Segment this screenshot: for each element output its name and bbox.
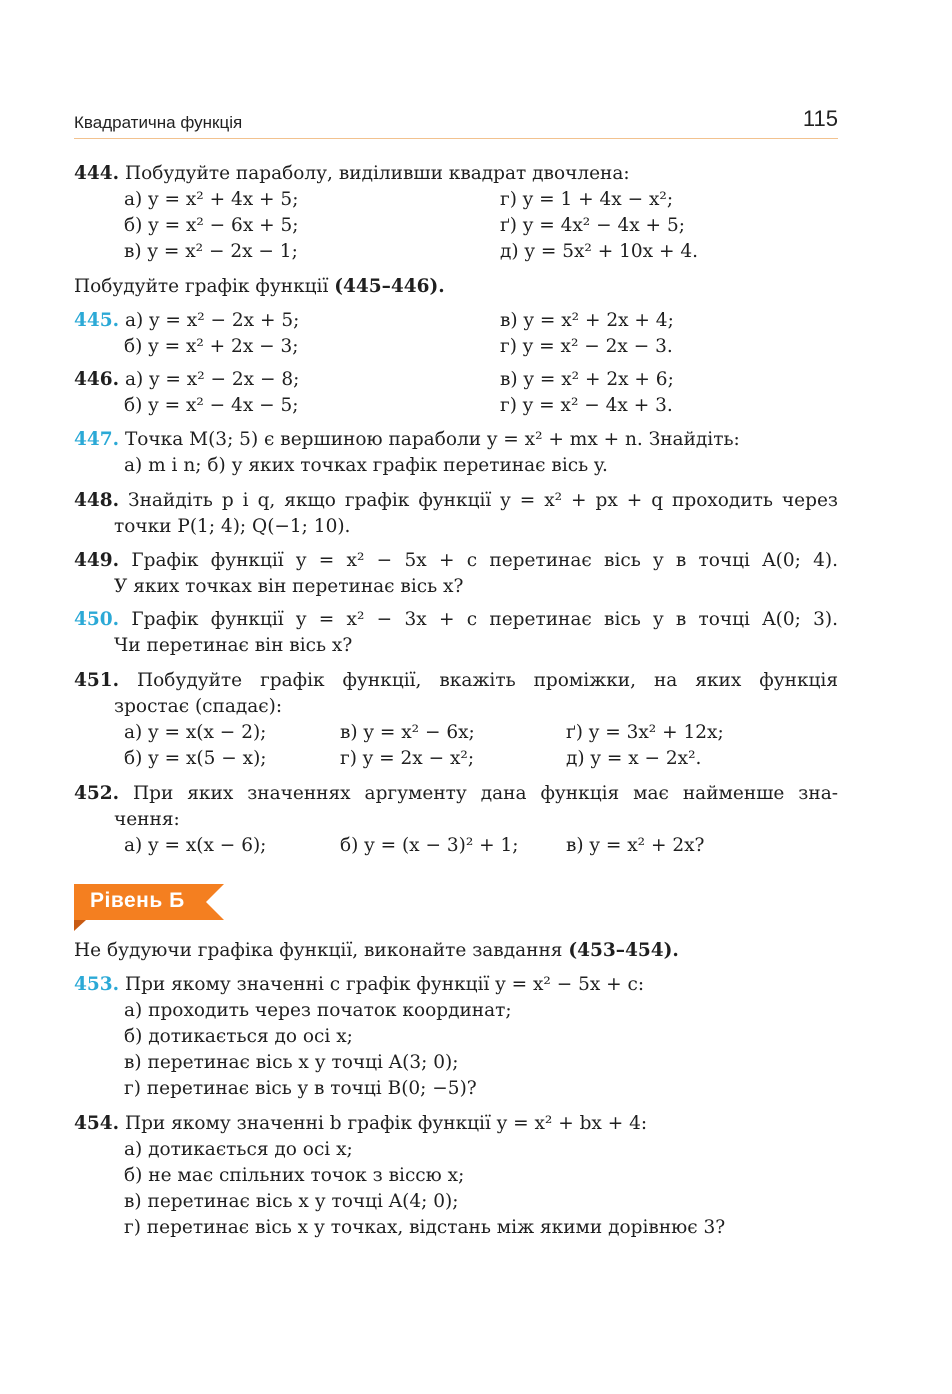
exercise-444-b: б) y = x² − 6x + 5; xyxy=(124,215,299,236)
level-b-badge xyxy=(74,884,224,920)
exercise-451-v: в) y = x² − 6x; xyxy=(340,722,475,743)
exercise-454: 454. При якому значенні b графік функції y = x² + bx + 4: xyxy=(74,1113,648,1134)
exercise-451-a: а) y = x(x − 2); xyxy=(124,722,267,743)
exercise-448-cont: точки P(1; 4); Q(−1; 10). xyxy=(114,516,351,537)
exercise-445-b: б) y = x² + 2x − 3; xyxy=(124,336,299,357)
exercise-446-b: б) y = x² − 4x − 5; xyxy=(124,395,299,416)
exercise-451-cont: зростає (спадає): xyxy=(114,696,283,717)
exercise-453-b: б) дотикається до осі x; xyxy=(124,1026,353,1047)
exercise-453: 453. При якому значенні c графік функції y = x² − 5x + c: xyxy=(74,974,645,995)
exercise-450-cont: Чи перетинає він вісь x? xyxy=(114,635,353,656)
exercise-454-a: а) дотикається до осі x; xyxy=(124,1139,353,1160)
exercise-454-v: в) перетинає вісь x у точці A(4; 0); xyxy=(124,1191,459,1212)
exercise-444-prompt: 444. Побудуйте параболу, виділивши квадрат двочлена: xyxy=(74,163,630,184)
badge-fold xyxy=(74,920,86,931)
exercise-450: 450. Графік функції y = x² − 3x + c перетинає вісь y в точці A(0; 3). xyxy=(74,609,838,630)
instruction-453-454: Не будуючи графіка функції, виконайте завдання (453–454). xyxy=(74,940,679,961)
exercise-451-g: г) y = 2x − x²; xyxy=(340,748,475,769)
exercise-451-gg: ґ) y = 3x² + 12x; xyxy=(566,722,724,743)
exercise-452-v: в) y = x² + 2x? xyxy=(566,835,705,856)
exercise-452: 452. При яких значеннях аргументу дана функція має найменше зна- xyxy=(74,783,838,804)
running-header xyxy=(74,108,838,139)
exercise-445-v: в) y = x² + 2x + 4; xyxy=(500,310,674,331)
exercise-444-d: д) y = 5x² + 10x + 4. xyxy=(500,241,698,262)
exercise-452-a: а) y = x(x − 6); xyxy=(124,835,267,856)
exercise-449: 449. Графік функції y = x² − 5x + c перетинає вісь y в точці A(0; 4). xyxy=(74,550,838,571)
exercise-447-cont: а) m і n; б) у яких точках графік перетинає вісь y. xyxy=(124,455,608,476)
exercise-451-b: б) y = x(5 − x); xyxy=(124,748,267,769)
exercise-451-d: д) y = x − 2x². xyxy=(566,748,702,769)
exercise-454-g: г) перетинає вісь x у точках, відстань між якими дорівнює 3? xyxy=(124,1217,726,1238)
exercise-452-cont: чення: xyxy=(114,809,180,830)
badge-label: Рівень Б xyxy=(90,889,185,912)
page-number: 115 xyxy=(802,106,838,131)
exercise-444-v: в) y = x² − 2x − 1; xyxy=(124,241,298,262)
exercise-449-cont: У яких точках він перетинає вісь x? xyxy=(114,576,464,597)
exercise-444-gg: ґ) y = 4x² − 4x + 5; xyxy=(500,215,685,236)
exercise-446-a: 446. а) y = x² − 2x − 8; xyxy=(74,369,300,390)
exercise-448: 448. Знайдіть p і q, якщо графік функції y = x² + px + q проходить через xyxy=(74,490,838,511)
exercise-451: 451. Побудуйте графік функції, вкажіть проміжки, на яких функція xyxy=(74,670,838,691)
chapter-title: Квадратична функція xyxy=(74,113,243,132)
exercise-446-v: в) y = x² + 2x + 6; xyxy=(500,369,674,390)
instruction-445-446: Побудуйте графік функції (445–446). xyxy=(74,276,445,297)
exercise-453-g: г) перетинає вісь y в точці B(0; −5)? xyxy=(124,1078,477,1099)
exercise-453-v: в) перетинає вісь x у точці A(3; 0); xyxy=(124,1052,459,1073)
exercise-444-g: г) y = 1 + 4x − x²; xyxy=(500,189,674,210)
exercise-444-a: а) y = x² + 4x + 5; xyxy=(124,189,299,210)
exercise-454-b: б) не має спільних точок з віссю x; xyxy=(124,1165,465,1186)
exercise-445-g: г) y = x² − 2x − 3. xyxy=(500,336,673,357)
exercise-446-g: г) y = x² − 4x + 3. xyxy=(500,395,673,416)
exercise-447: 447. Точка M(3; 5) є вершиною параболи y = x² + mx + n. Знайдіть: xyxy=(74,429,740,450)
exercise-452-b: б) y = (x − 3)² + 1; xyxy=(340,835,519,856)
exercise-453-a: а) проходить через початок координат; xyxy=(124,1000,512,1021)
exercise-445-a: 445. а) y = x² − 2x + 5; xyxy=(74,310,300,331)
